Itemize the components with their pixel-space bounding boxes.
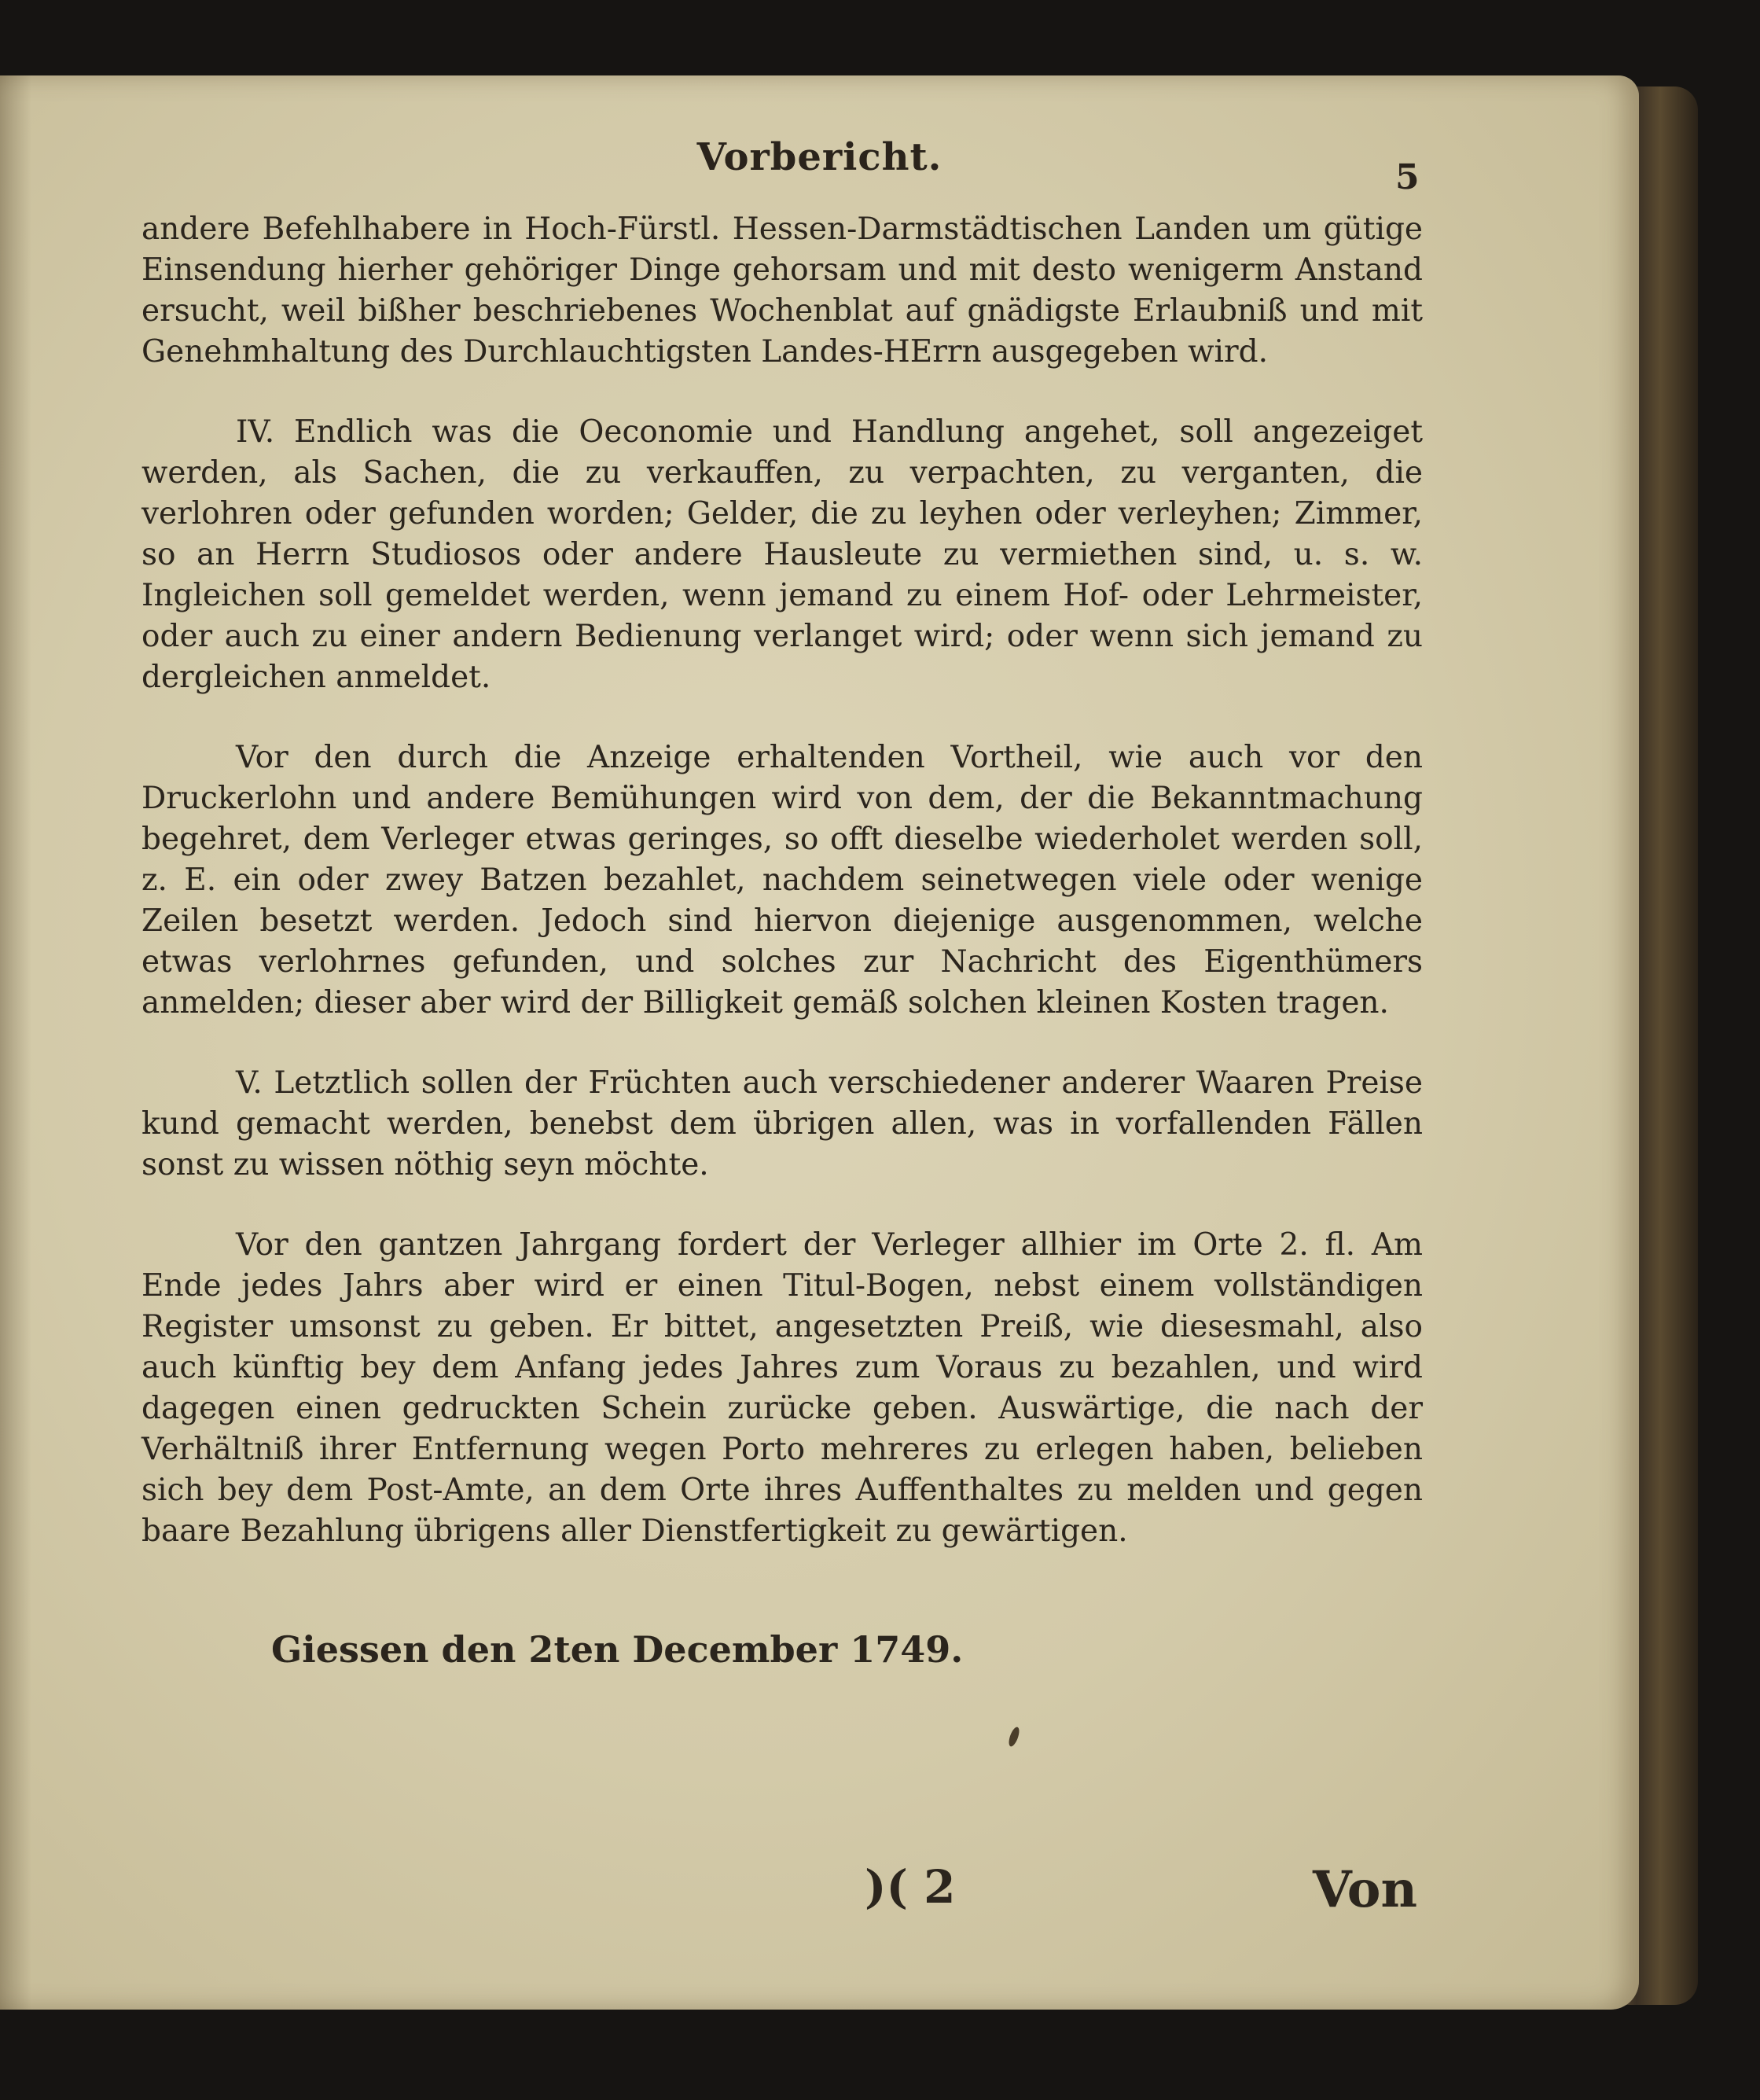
signature-mark: )( 2 xyxy=(865,1860,956,1914)
body-text xyxy=(141,209,1423,1552)
dateline: Giessen den 2ten December 1749. xyxy=(271,1628,964,1671)
paragraph-section-v: V. Letztlich sollen der Früchten auch verschiedener anderer Waaren Preise kund gemacht werden, benebst dem übrigen allen, was in vorfallenden Fällen sonst zu wissen nöthig seyn möchte. xyxy=(141,1065,1423,1182)
book-page xyxy=(0,75,1639,2010)
paragraph-fees: Vor den durch die Anzeige erhaltenden Vortheil, wie auch vor den Druckerlohn und andere Bemühungen wird von dem, der die Bekanntmachung begehret, dem Verleger etwas geringes, so offt dieselbe wiederholet werden soll, z. E. ein oder zwey Batzen bezahlet, nachdem seinetwegen viele oder wenige Zeilen besetzt werden. Jedoch sind hiervon diejenige ausgenommen, welche etwas verlohrnes gefunden, und solches zur Nachricht des Eigenthümers anmelden; dieser aber wird der Billigkeit gemäß solchen kleinen Kosten tragen. xyxy=(141,740,1423,1021)
ink-spot xyxy=(1007,1726,1021,1748)
paragraph-continuation: andere Befehlhabere in Hoch-Fürstl. Hessen-Darmstädtischen Landen um gütige Einsendung hierher gehöriger Dinge gehorsam und mit desto wenigerm Anstand ersucht, weil bißher beschriebenes Wochenblat auf gnädigste Erlaubniß und mit Genehmhaltung des Durchlauchtigsten Landes-HErrn ausgegeben wird. xyxy=(141,211,1423,370)
running-head: Vorbericht. xyxy=(696,135,942,179)
page-number: 5 xyxy=(1395,157,1420,197)
paragraph-section-iv: IV. Endlich was die Oeconomie und Handlung angehet, soll angezeiget werden, als Sachen, die zu verkauffen, zu verpachten, zu verganten, die verlohren oder gefunden worden; Gelder, die zu leyhen oder verleyhen; Zimmer, so an Herrn Studiosos oder andere Hausleute zu vermiethen sind, u. s. w. Ingleichen soll gemeldet werden, wenn jemand zu einem Hof- oder Lehrmeister, oder auch zu einer andern Bedienung verlanget wird; oder wenn sich jemand zu dergleichen anmeldet. xyxy=(141,414,1423,695)
catchword: Von xyxy=(1313,1860,1417,1919)
paragraph-subscription: Vor den gantzen Jahrgang fordert der Verleger allhier im Orte 2. fl. Am Ende jedes Jahrs aber wird er einen Titul-Bogen, nebst einem vollständigen Register umsonst zu geben. Er bittet, angesetzten Preiß, wie diesesmahl, also auch künftig bey dem Anfang jedes Jahres zum Voraus zu bezahlen, und wird dagegen einen gedruckten Schein zurücke geben. Auswärtige, die nach der Verhältniß ihrer Entfernung wegen Porto mehreres zu erlegen haben, belieben sich bey dem Post-Amte, an dem Orte ihres Auffenthaltes zu melden und gegen baare Bezahlung übrigens aller Dienstfertigkeit zu gewärtigen. xyxy=(141,1227,1423,1549)
gutter-shadow xyxy=(0,75,31,2010)
